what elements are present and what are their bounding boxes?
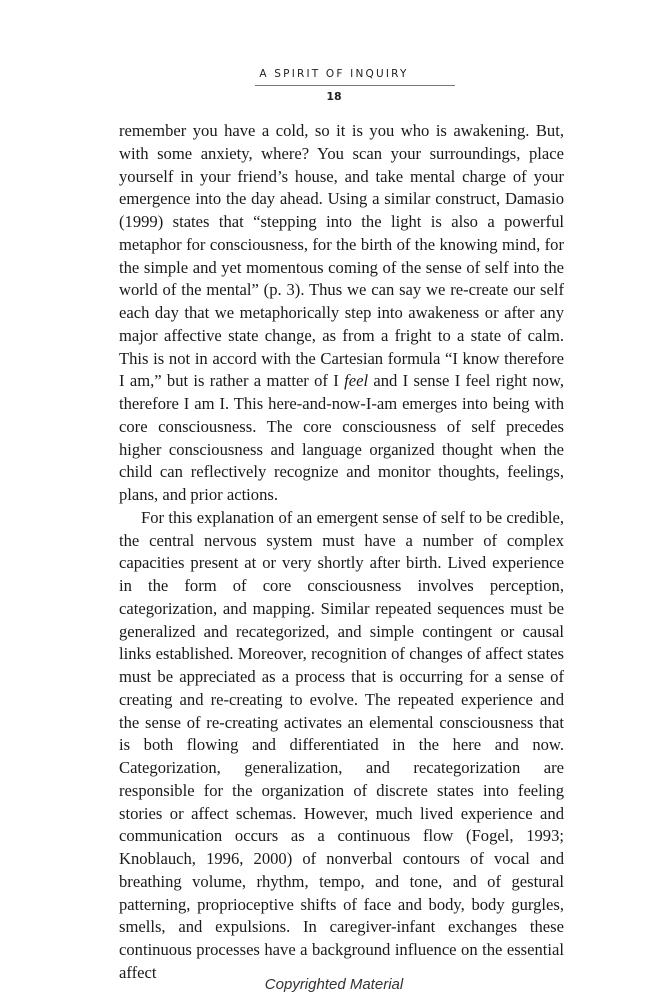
body-text — [119, 120, 564, 985]
paragraph-1-text-before: remember you have a cold, so it is you who is awakening. But, with some anxiety, where? You scan your surroundings, place yourself in your friend’s house, and take mental charge of your emergence into the day ahead. Using a similar construct, Damasio (1999) states that “stepping into the light is also a powerful metaphor for consciousness, for the birth of the knowing mind, for the simple and yet momentous coming of the sense of self into the world of the mental” (p. 3). Thus we can say we re-create our self each day that we metaphorically step into awakeness or after any major affective state change, as from a fright to a state of calm. This is not in accord with the Cartesian formula “I know therefore I am,” but is rather a matter of I — [119, 121, 564, 391]
paragraph-1 — [119, 120, 564, 507]
copyright-footer: Copyrighted Material — [264, 976, 404, 993]
paragraph-1-text-after: and I sense I feel right now, therefore I am I. This here-and-now-I-am emerges into being with core consciousness. The core consciousness of self precedes higher consciousness and language organized thought when the child can reflectively recognize and monitor thoughts, feelings, plans, and prior actions. — [119, 371, 564, 504]
header-rule — [255, 85, 455, 86]
paragraph-1-emphasis: feel — [344, 371, 369, 391]
running-head: A SPIRIT OF INQUIRY — [259, 68, 409, 80]
paragraph-2: For this explanation of an emergent sense of self to be credible, the central nervous system must have a number of complex capacities present at or very shortly after birth. Lived experience in the form of core consciousness involves perception, categorization, and mapping. Similar repeated sequences must be generalized and recategorized, and simple contingent or causal links established. Moreover, recognition of changes of affect states must be appreciated as a process that is occurring for a sense of creating and re-creating to evolve. The repeated experience and the sense of re-creating activates an elemental consciousness that is both flowing and differentiated in the here and now. Categorization, generalization, and recategorization are responsible for the organization of discrete states into feeling stories or affect schemas. However, much lived experience and communication occurs as a continuous flow (Fogel, 1993; Knoblauch, 1996, 2000) of nonverbal contours of vocal and breathing volume, rhythm, tempo, and tone, and of gestural patterning, proprioceptive shifts of face and body, body gurgles, smells, and expulsions. In caregiver-infant exchanges these continuous processes have a background influence on the essential affect — [119, 507, 564, 982]
page-number: 18 — [326, 90, 342, 103]
